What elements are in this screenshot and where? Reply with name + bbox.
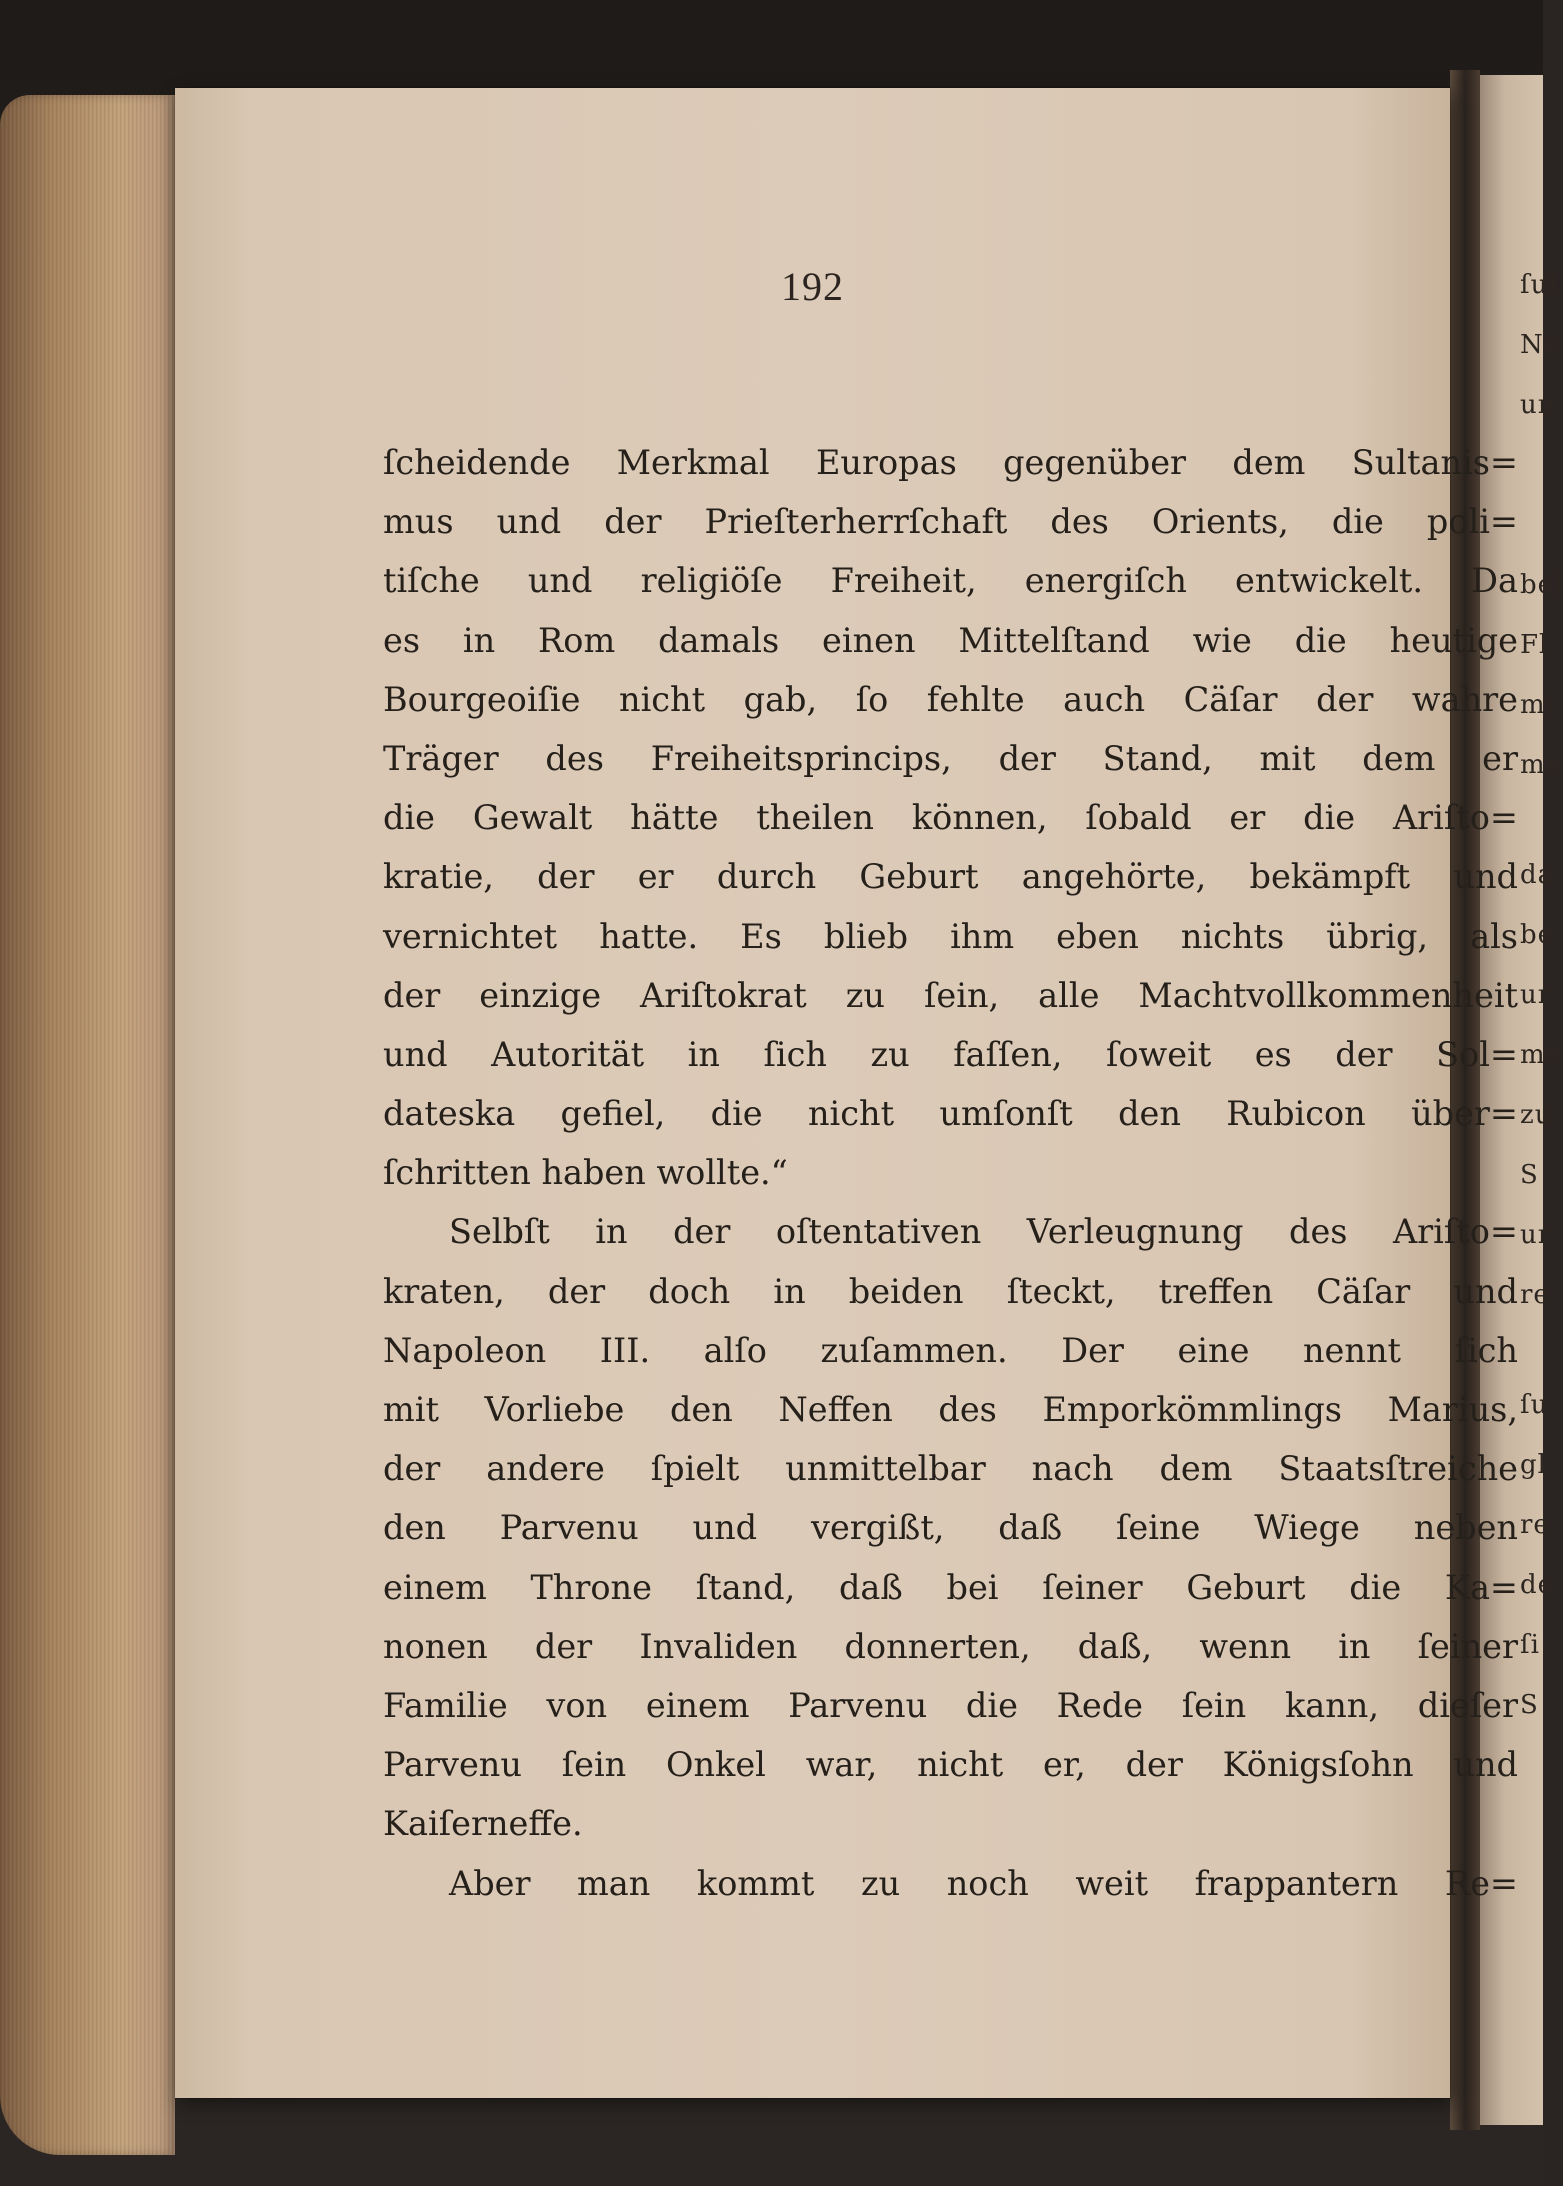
text-line: tiſche und religiöſe Freiheit, energiſch entwickelt. Da xyxy=(383,561,1518,601)
facing-page-text-fragment: ſi xyxy=(1520,1630,1540,1660)
facing-page-text-fragment: zu xyxy=(1520,1100,1553,1130)
facing-page-text-fragment: re xyxy=(1520,1510,1550,1540)
text-line: Selbſt in der oſtentativen Verleugnung des Ariſto= xyxy=(449,1212,1518,1252)
text-line: Aber man kommt zu noch weit frappantern Re= xyxy=(449,1863,1518,1903)
text-line: kraten, der doch in beiden ſteckt, treffen Cäſar und xyxy=(383,1271,1518,1311)
text-line: Familie von einem Parvenu die Rede ſein kann, dieſer xyxy=(383,1685,1518,1725)
facing-page-text-fragment: Na xyxy=(1520,330,1561,360)
text-line: der einzige Ariſtokrat zu ſein, alle Machtvollkommenheit xyxy=(383,975,1518,1015)
facing-page-text-fragment: re xyxy=(1520,1280,1550,1310)
text-line: Bourgeoiſie nicht gab, ſo fehlte auch Cäſar der wahre xyxy=(383,679,1518,719)
text-line: vernichtet hatte. Es blieb ihm eben nichts übrig, als xyxy=(383,916,1518,956)
facing-page-text-fragment: me xyxy=(1520,1040,1563,1070)
book-page xyxy=(175,88,1518,2098)
facing-page-text-fragment: ur xyxy=(1520,980,1552,1010)
text-line: der andere ſpielt unmittelbar nach dem Staatsſtreiche xyxy=(383,1449,1518,1489)
facing-page-text-fragment: mi xyxy=(1520,690,1555,720)
text-line: mus und der Prieſterherrſchaft des Orients, die poli= xyxy=(383,502,1518,542)
text-line: dateska gefiel, die nicht umſonſt den Rubicon über= xyxy=(383,1094,1518,1134)
facing-page-text-fragment: gl xyxy=(1520,1450,1547,1480)
text-line: mit Vorliebe den Neffen des Emporkömmlings Marius, xyxy=(383,1390,1518,1429)
facing-page-text-fragment: ur xyxy=(1520,1220,1552,1250)
book-page-edges xyxy=(0,95,175,2155)
facing-page-text-fragment: me xyxy=(1520,750,1563,780)
facing-page-text-fragment: S xyxy=(1520,1690,1539,1720)
facing-page-text-fragment: ſu xyxy=(1520,1390,1549,1420)
text-line: den Parvenu und vergißt, daß ſeine Wiege neben xyxy=(383,1508,1518,1548)
facing-page-text-fragment: S xyxy=(1520,1160,1539,1190)
facing-page-text-fragment: Fl xyxy=(1520,630,1549,660)
text-line: die Gewalt hätte theilen können, ſobald er die Ariſto= xyxy=(383,798,1518,838)
text-line: kratie, der er durch Geburt angehörte, bekämpft und xyxy=(383,857,1518,897)
text-line: nonen der Invaliden donnerten, daß, wenn in ſeiner xyxy=(383,1626,1518,1666)
facing-page-text-fragment: da xyxy=(1520,860,1555,890)
page-number: 192 xyxy=(781,264,844,309)
text-line: ſchritten haben wollte.“ xyxy=(383,1153,788,1193)
facing-page-text-fragment: un xyxy=(1520,390,1556,420)
text-line: Kaiſerneffe. xyxy=(383,1804,583,1844)
body-text xyxy=(383,433,1518,1913)
facing-page-text-fragment: ſul xyxy=(1520,270,1558,300)
text-line: es in Rom damals einen Mittelſtand wie die heutige xyxy=(383,620,1518,660)
text-line: Träger des Freiheitsprincips, der Stand, mit dem er xyxy=(383,738,1518,778)
text-line: und Autorität in ſich zu faſſen, ſoweit es der Sol= xyxy=(383,1034,1518,1074)
text-line: ſcheidende Merkmal Europas gegenüber dem Sultanis= xyxy=(383,443,1518,482)
facing-page-text-fragment: de xyxy=(1520,1570,1555,1600)
facing-page-text-fragment: bei xyxy=(1520,570,1563,600)
text-line: Parvenu ſein Onkel war, nicht er, der Königsſohn und xyxy=(383,1745,1518,1785)
text-line: einem Throne ſtand, daß bei ſeiner Geburt die Ka= xyxy=(383,1567,1518,1607)
text-line: Napoleon III. alſo zuſammen. Der eine nennt ſich xyxy=(383,1330,1518,1370)
facing-page-text-fragment: be xyxy=(1520,920,1555,950)
